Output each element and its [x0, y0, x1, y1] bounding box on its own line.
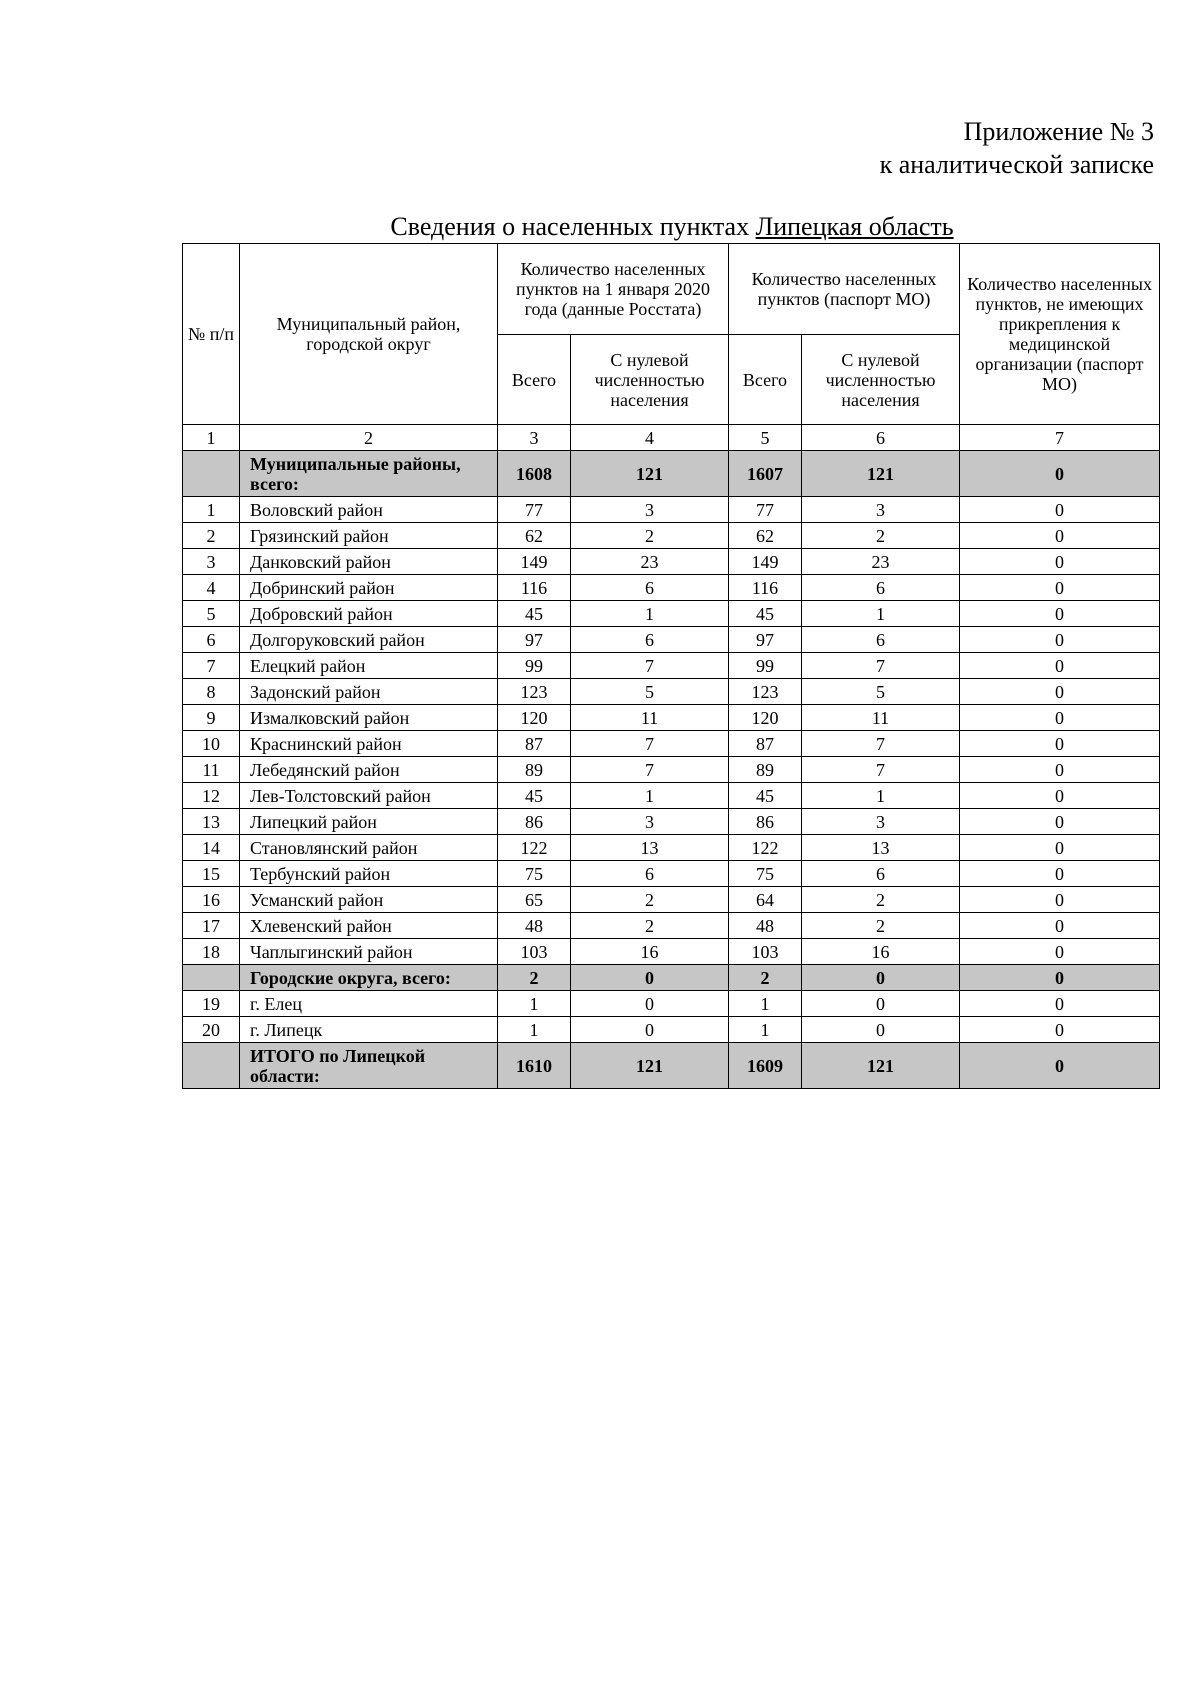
district-name: Тербунский район: [240, 861, 498, 887]
total-rosstat-cell: 122: [498, 835, 571, 861]
column-number: 3: [498, 425, 571, 451]
total-rosstat-cell: 1: [498, 991, 571, 1017]
zero-rosstat-cell: 7: [571, 757, 729, 783]
total-passport-cell: 86: [729, 809, 802, 835]
zero-rosstat-cell: 6: [571, 575, 729, 601]
zero-rosstat-cell: 7: [571, 653, 729, 679]
no-attachment-cell: 0: [960, 523, 1160, 549]
total-rosstat-cell: 87: [498, 731, 571, 757]
table-row: [183, 1017, 1160, 1043]
district-name: Долгоруковский район: [240, 627, 498, 653]
total-passport-cell: 99: [729, 653, 802, 679]
appendix-number: Приложение № 3: [963, 117, 1154, 146]
zero-rosstat-cell: 16: [571, 939, 729, 965]
zero-rosstat-cell: 0: [571, 991, 729, 1017]
header-zero-rosstat: С нулевой численностью населения: [571, 335, 729, 425]
zero-rosstat-cell: 3: [571, 809, 729, 835]
no-attachment-cell: 0: [960, 991, 1160, 1017]
table-row: [183, 887, 1160, 913]
row-number: 18: [183, 939, 240, 965]
zero-passport-cell: 7: [802, 757, 960, 783]
no-attachment-cell: 0: [960, 731, 1160, 757]
row-number: 11: [183, 757, 240, 783]
zero-passport-cell: 6: [802, 627, 960, 653]
table-row: [183, 757, 1160, 783]
row-number: 15: [183, 861, 240, 887]
table-row: [183, 679, 1160, 705]
no-attachment-cell: 0: [960, 575, 1160, 601]
district-name: Усманский район: [240, 887, 498, 913]
no-attachment-cell: 0: [960, 1017, 1160, 1043]
zero-passport-cell: 0: [802, 991, 960, 1017]
zero-passport-cell: 6: [802, 861, 960, 887]
zero-rosstat-cell: 6: [571, 627, 729, 653]
table-row: [183, 575, 1160, 601]
header-no-attachment: Количество населенных пунктов, не имеющих прикрепления к медицинской организации (паспорт МО): [960, 244, 1160, 425]
district-name: Лебедянский район: [240, 757, 498, 783]
zero-passport-cell: 0: [802, 965, 960, 991]
row-number: 20: [183, 1017, 240, 1043]
total-rosstat-cell: 77: [498, 497, 571, 523]
no-attachment-cell: 0: [960, 679, 1160, 705]
district-name: ИТОГО по Липецкой области:: [240, 1043, 498, 1089]
total-passport-cell: 87: [729, 731, 802, 757]
header-num: № п/п: [183, 244, 240, 425]
no-attachment-cell: 0: [960, 965, 1160, 991]
total-rosstat-cell: 89: [498, 757, 571, 783]
no-attachment-cell: 0: [960, 653, 1160, 679]
zero-passport-cell: 7: [802, 731, 960, 757]
row-number: [183, 1043, 240, 1089]
column-number: 4: [571, 425, 729, 451]
district-name: Грязинский район: [240, 523, 498, 549]
zero-rosstat-cell: 121: [571, 451, 729, 497]
title-prefix: Сведения о населенных пунктах: [390, 212, 756, 241]
zero-rosstat-cell: 1: [571, 783, 729, 809]
district-name: Чаплыгинский район: [240, 939, 498, 965]
row-number: 8: [183, 679, 240, 705]
header-zero-passport: С нулевой численностью населения: [802, 335, 960, 425]
district-name: Лев-Толстовский район: [240, 783, 498, 809]
row-number: 1: [183, 497, 240, 523]
total-rosstat-cell: 45: [498, 783, 571, 809]
total-passport-cell: 75: [729, 861, 802, 887]
district-name: Данковский район: [240, 549, 498, 575]
appendix-label: [880, 115, 1154, 181]
table-row: [183, 783, 1160, 809]
total-passport-cell: 120: [729, 705, 802, 731]
zero-passport-cell: 2: [802, 523, 960, 549]
total-rosstat-cell: 2: [498, 965, 571, 991]
total-rosstat-cell: 86: [498, 809, 571, 835]
total-passport-cell: 116: [729, 575, 802, 601]
total-passport-cell: 45: [729, 783, 802, 809]
total-passport-cell: 1: [729, 991, 802, 1017]
row-number: 3: [183, 549, 240, 575]
zero-passport-cell: 7: [802, 653, 960, 679]
row-number: [183, 451, 240, 497]
no-attachment-cell: 0: [960, 887, 1160, 913]
row-number: 14: [183, 835, 240, 861]
column-number: 1: [183, 425, 240, 451]
table-row: [183, 523, 1160, 549]
zero-rosstat-cell: 0: [571, 1017, 729, 1043]
row-number: 19: [183, 991, 240, 1017]
zero-passport-cell: 1: [802, 601, 960, 627]
zero-rosstat-cell: 2: [571, 913, 729, 939]
table-row: [183, 549, 1160, 575]
total-passport-cell: 62: [729, 523, 802, 549]
district-name: Добринский район: [240, 575, 498, 601]
zero-passport-cell: 1: [802, 783, 960, 809]
subtotal-row-urban: [183, 965, 1160, 991]
total-rosstat-cell: 1: [498, 1017, 571, 1043]
zero-passport-cell: 13: [802, 835, 960, 861]
district-name: г. Елец: [240, 991, 498, 1017]
district-name: Задонский район: [240, 679, 498, 705]
zero-passport-cell: 3: [802, 497, 960, 523]
table-row: [183, 809, 1160, 835]
total-rosstat-cell: 48: [498, 913, 571, 939]
total-passport-cell: 64: [729, 887, 802, 913]
appendix-reference: к аналитической записке: [879, 150, 1154, 179]
zero-rosstat-cell: 23: [571, 549, 729, 575]
district-name: Елецкий район: [240, 653, 498, 679]
total-rosstat-cell: 149: [498, 549, 571, 575]
district-name: Липецкий район: [240, 809, 498, 835]
column-number: 7: [960, 425, 1160, 451]
table-row: [183, 731, 1160, 757]
total-rosstat-cell: 65: [498, 887, 571, 913]
table-row: [183, 913, 1160, 939]
zero-passport-cell: 0: [802, 1017, 960, 1043]
zero-passport-cell: 23: [802, 549, 960, 575]
total-passport-cell: 103: [729, 939, 802, 965]
zero-rosstat-cell: 5: [571, 679, 729, 705]
no-attachment-cell: 0: [960, 913, 1160, 939]
no-attachment-cell: 0: [960, 497, 1160, 523]
header-district: Муниципальный район, городской округ: [240, 244, 498, 425]
zero-passport-cell: 121: [802, 1043, 960, 1089]
zero-passport-cell: 6: [802, 575, 960, 601]
zero-rosstat-cell: 11: [571, 705, 729, 731]
row-number: 16: [183, 887, 240, 913]
table-row: [183, 835, 1160, 861]
total-rosstat-cell: 103: [498, 939, 571, 965]
district-name: Измалковский район: [240, 705, 498, 731]
zero-rosstat-cell: 1: [571, 601, 729, 627]
title-region: Липецкая область: [755, 212, 954, 241]
no-attachment-cell: 0: [960, 835, 1160, 861]
column-number: 5: [729, 425, 802, 451]
column-numbers-row: [183, 425, 1160, 451]
table-row: [183, 601, 1160, 627]
no-attachment-cell: 0: [960, 627, 1160, 653]
no-attachment-cell: 0: [960, 1043, 1160, 1089]
district-name: Становлянский район: [240, 835, 498, 861]
subtotal-row-municipal: [183, 451, 1160, 497]
district-name: Добровский район: [240, 601, 498, 627]
total-passport-cell: 1609: [729, 1043, 802, 1089]
district-name: г. Липецк: [240, 1017, 498, 1043]
total-passport-cell: 77: [729, 497, 802, 523]
zero-rosstat-cell: 121: [571, 1043, 729, 1089]
row-number: 9: [183, 705, 240, 731]
total-rosstat-cell: 99: [498, 653, 571, 679]
header-total-rosstat: Всего: [498, 335, 571, 425]
row-number: [183, 965, 240, 991]
zero-rosstat-cell: 0: [571, 965, 729, 991]
table-row: [183, 627, 1160, 653]
no-attachment-cell: 0: [960, 549, 1160, 575]
no-attachment-cell: 0: [960, 939, 1160, 965]
total-passport-cell: 97: [729, 627, 802, 653]
district-name: Городские округа, всего:: [240, 965, 498, 991]
zero-passport-cell: 3: [802, 809, 960, 835]
zero-passport-cell: 2: [802, 887, 960, 913]
no-attachment-cell: 0: [960, 705, 1160, 731]
district-name: Воловский район: [240, 497, 498, 523]
no-attachment-cell: 0: [960, 861, 1160, 887]
settlements-table: [182, 243, 1160, 1089]
row-number: 6: [183, 627, 240, 653]
row-number: 4: [183, 575, 240, 601]
zero-rosstat-cell: 7: [571, 731, 729, 757]
total-rosstat-cell: 116: [498, 575, 571, 601]
row-number: 10: [183, 731, 240, 757]
row-number: 12: [183, 783, 240, 809]
column-number: 6: [802, 425, 960, 451]
table-row: [183, 653, 1160, 679]
zero-passport-cell: 2: [802, 913, 960, 939]
total-rosstat-cell: 97: [498, 627, 571, 653]
zero-rosstat-cell: 2: [571, 523, 729, 549]
zero-passport-cell: 16: [802, 939, 960, 965]
table-row: [183, 497, 1160, 523]
total-rosstat-cell: 1608: [498, 451, 571, 497]
row-number: 13: [183, 809, 240, 835]
zero-rosstat-cell: 3: [571, 497, 729, 523]
no-attachment-cell: 0: [960, 809, 1160, 835]
district-name: Хлевенский район: [240, 913, 498, 939]
table-row: [183, 991, 1160, 1017]
district-name: Краснинский район: [240, 731, 498, 757]
no-attachment-cell: 0: [960, 757, 1160, 783]
total-passport-cell: 45: [729, 601, 802, 627]
total-rosstat-cell: 123: [498, 679, 571, 705]
zero-passport-cell: 121: [802, 451, 960, 497]
total-passport-cell: 1607: [729, 451, 802, 497]
no-attachment-cell: 0: [960, 601, 1160, 627]
no-attachment-cell: 0: [960, 451, 1160, 497]
table-row: [183, 861, 1160, 887]
row-number: 7: [183, 653, 240, 679]
header-rosstat-group: Количество населенных пунктов на 1 января 2020 года (данные Росстата): [498, 244, 729, 335]
total-passport-cell: 122: [729, 835, 802, 861]
district-name: Муниципальные районы, всего:: [240, 451, 498, 497]
grand-total-row: [183, 1043, 1160, 1089]
total-passport-cell: 149: [729, 549, 802, 575]
total-passport-cell: 48: [729, 913, 802, 939]
table-row: [183, 939, 1160, 965]
zero-rosstat-cell: 13: [571, 835, 729, 861]
no-attachment-cell: 0: [960, 783, 1160, 809]
total-passport-cell: 2: [729, 965, 802, 991]
total-rosstat-cell: 1610: [498, 1043, 571, 1089]
header-passport-group: Количество населенных пунктов (паспорт МО): [729, 244, 960, 335]
total-rosstat-cell: 75: [498, 861, 571, 887]
total-rosstat-cell: 120: [498, 705, 571, 731]
row-number: 5: [183, 601, 240, 627]
table-row: [183, 705, 1160, 731]
header-total-passport: Всего: [729, 335, 802, 425]
total-passport-cell: 123: [729, 679, 802, 705]
total-passport-cell: 89: [729, 757, 802, 783]
zero-passport-cell: 5: [802, 679, 960, 705]
row-number: 2: [183, 523, 240, 549]
zero-rosstat-cell: 2: [571, 887, 729, 913]
total-rosstat-cell: 45: [498, 601, 571, 627]
row-number: 17: [183, 913, 240, 939]
total-rosstat-cell: 62: [498, 523, 571, 549]
zero-passport-cell: 11: [802, 705, 960, 731]
zero-rosstat-cell: 6: [571, 861, 729, 887]
document-title: [182, 212, 1162, 242]
column-number: 2: [240, 425, 498, 451]
total-passport-cell: 1: [729, 1017, 802, 1043]
